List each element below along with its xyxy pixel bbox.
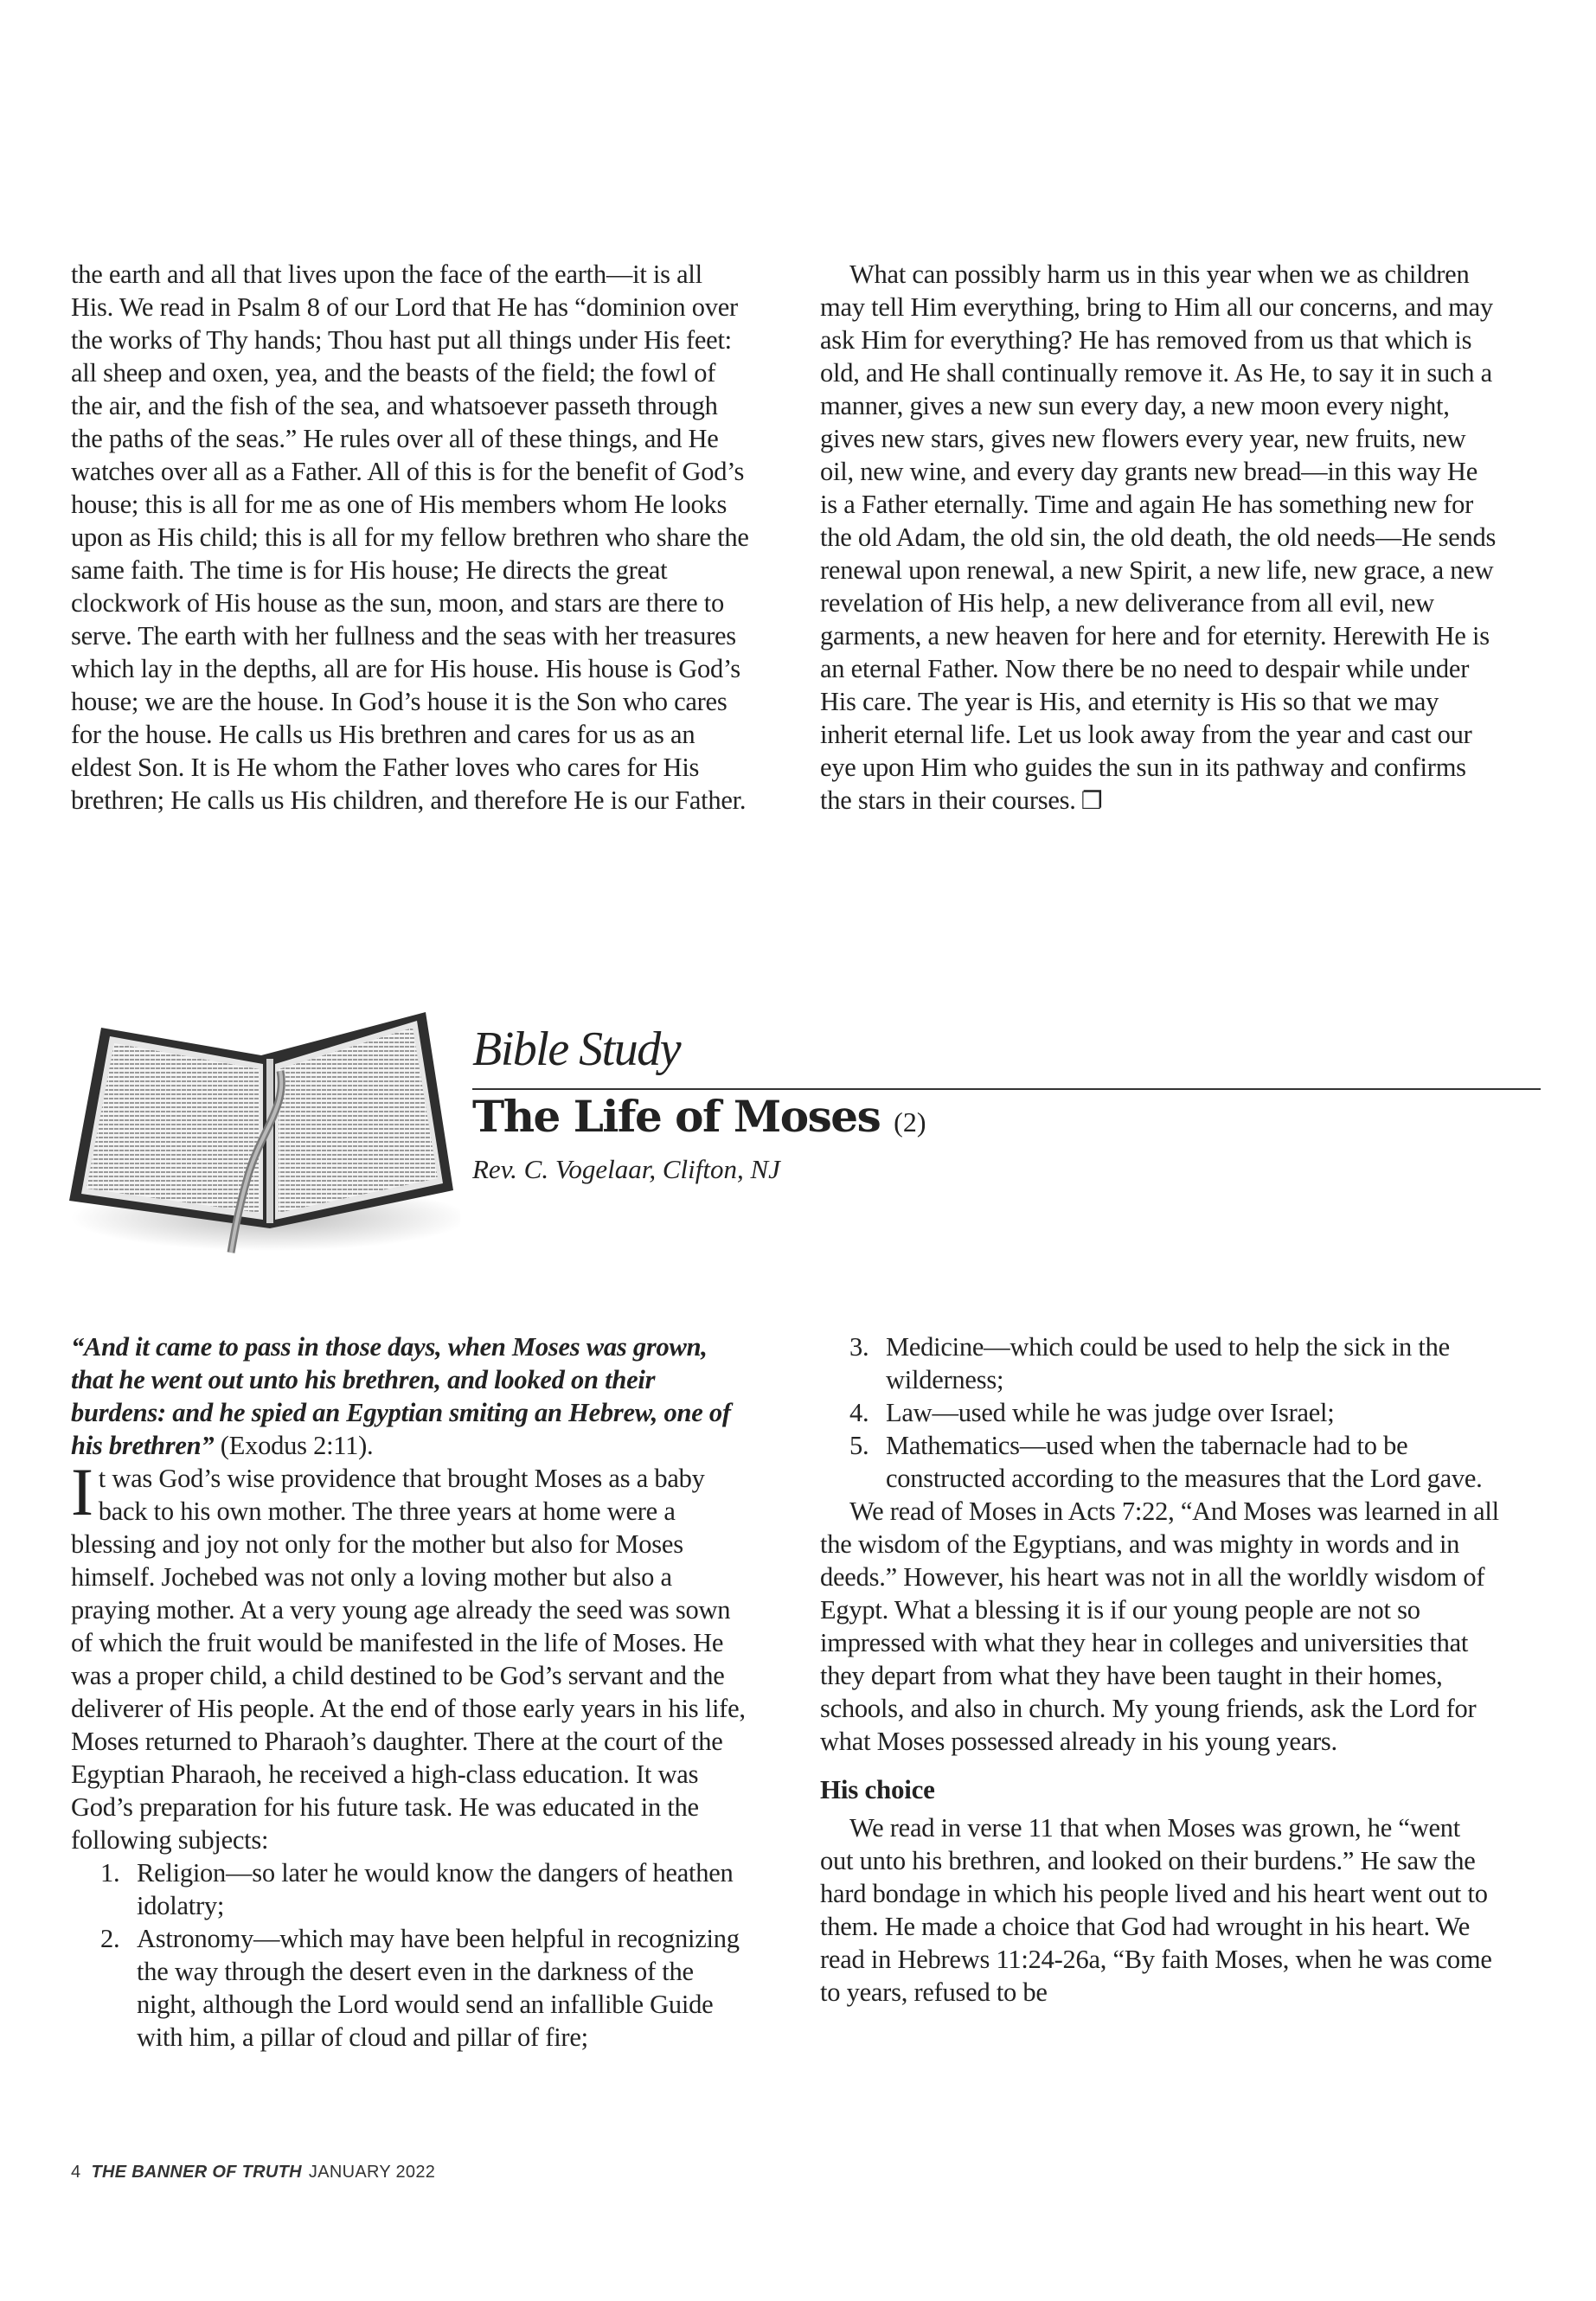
end-of-article-mark: ❐	[1080, 788, 1103, 815]
subjects-list	[71, 1856, 750, 2054]
section-rule	[472, 1088, 1541, 1090]
top-article-left-column	[71, 258, 750, 817]
open-bible-image	[62, 1002, 460, 1261]
article-part-number: (2)	[894, 1106, 926, 1138]
article-title-text: The Life of Moses	[472, 1091, 881, 1142]
top-article-right-paragraph	[820, 258, 1499, 818]
scripture-reference: (Exodus 2:11).	[220, 1431, 374, 1460]
list-item	[820, 1330, 1499, 1396]
bible-study-right-column	[820, 1330, 1499, 2009]
list-item-text: Law—used while he was judge over Israel;	[886, 1398, 1335, 1427]
subjects-list-continued	[820, 1330, 1499, 1495]
list-item-number: 4.	[849, 1398, 869, 1427]
article-title	[472, 1090, 1541, 1149]
page-number: 4	[71, 2163, 81, 2182]
section-title: Bible Study	[472, 1019, 685, 1080]
bible-study-header	[472, 1019, 1541, 1187]
list-item-number: 5.	[849, 1431, 869, 1460]
list-item-text: Mathematics—used when the tabernacle had to be constructed according to the measures that the Lord gave.	[886, 1431, 1483, 1493]
list-item-number: 2.	[100, 1924, 120, 1953]
choice-paragraph: We read in verse 11 that when Moses was grown, he “went out unto his brethren, and looked on their burdens.” He saw the hard bondage in which his people lived and his heart went out to them. He made a choice that God had wrought in his heart. We read in Hebrews 11:24-26a, “By faith Moses, when he was come to years, refused to be	[820, 1813, 1492, 2007]
list-item	[820, 1396, 1499, 1429]
list-item	[71, 1922, 750, 2054]
drop-cap: I	[71, 1454, 93, 1529]
list-item-number: 3.	[849, 1332, 869, 1362]
intro-paragraph	[71, 1454, 750, 1856]
list-item	[71, 1856, 750, 1922]
list-item-text: Astronomy—which may have been helpful in recognizing the way through the desert even in the darkness of the night, although the Lord would send an infallible Guide with him, a pillar of cloud and pillar of fire;	[137, 1924, 740, 2052]
top-article-left-paragraph: the earth and all that lives upon the face of the earth—it is all His. We read in Psalm 8 of our Lord that He has “dominion over the works of Thy hands; Thou hast put all things under His feet: all sheep and oxen, yea, and the beasts of the field; the fowl of the air, and the fish of the sea, and whatsoever passeth through the paths of the seas.” He rules over all of these things, and He watches over all as a Father. All of this is for the benefit of God’s house; this is all for me as one of His members whom He looks upon as His child; this is all for my fellow brethren who share the same faith. The time is for His house; He directs the great clockwork of His house as the sun, moon, and stars are there to serve. The earth with her fullness and the seas with her treasures which lay in the depths, all are for His house. His house is God’s house; we are the house. In God’s house it is the Son who cares for the house. He calls us His brethren and cares for us as an eldest Son. It is He whom the Father loves who cares for His brethren; He calls us His children, and therefore He is our Father.	[71, 260, 749, 815]
article-author: Rev. C. Vogelaar, Clifton, NJ	[472, 1154, 780, 1184]
subsection-heading: His choice	[820, 1774, 935, 1804]
intro-text: t was God’s wise providence that brought Moses as a baby back to his own mother. The three years at home were a blessing and joy not only for the mother but also for Moses himself. Jochebed was not only a loving mother but also a praying mother. At a very young age already the seed was sown of which the fruit would be manifested in the life of Moses. He was a proper child, a child destined to be God’s servant and the deliverer of His people. At the end of those early years in his life, Moses returned to Pharaoh’s daughter. There at the court of the Egyptian Pharaoh, he received a high-class education. It was God’s preparation for his future task. He was educated in the following subjects:	[71, 1464, 746, 1855]
scripture-quote	[71, 1330, 750, 1462]
top-article-right-column	[820, 258, 1499, 818]
bible-study-left-column	[71, 1330, 750, 2054]
scripture-quote-text: “And it came to pass in those days, when Moses was grown, that he went out unto his brethren, and looked on their burdens: and he spied an Egyptian smiting an Hebrew, one of his brethren”	[71, 1332, 731, 1460]
publication-name: THE BANNER OF TRUTH	[91, 2163, 302, 2182]
issue-date: JANUARY 2022	[308, 2163, 436, 2182]
list-item	[820, 1429, 1499, 1495]
list-item-number: 1.	[100, 1858, 120, 1888]
top-article-right-text: What can possibly harm us in this year when we as children may tell Him everything, bring to Him all our concerns, and may ask Him for everything? He has removed from us that which is old, and He shall continually remove it. As He, to say it in such a manner, gives a new sun every day, a new moon every night, gives new stars, gives new flowers every year, new fruits, new oil, new wine, and every day grants new bread—in this way He is a Father eternally. Time and again He has something new for the old Adam, the old sin, the old death, the old needs—He sends renewal upon renewal, a new Spirit, a new life, new grace, a new revelation of His help, a new deliverance from all evil, new garments, a new heaven for here and for eternity. Herewith He is an eternal Father. Now there be no need to despair while under His care. The year is His, and eternity is His so that we may inherit eternal life. Let us look away from the year and cast our eye upon Him who guides the sun in its pathway and confirms the stars in their courses.	[820, 260, 1497, 815]
acts-paragraph: We read of Moses in Acts 7:22, “And Moses was learned in all the wisdom of the Egyptians, and was mighty in words and in deeds.” However, his heart was not in all the worldly wisdom of Egypt. What a blessing it is if our young people are not so impressed with what they hear in colleges and universities that they depart from what they have been taught in their homes, schools, and also in church. My young friends, ask the Lord for what Moses possessed already in his young years.	[820, 1497, 1499, 1756]
page-footer	[71, 2163, 435, 2182]
list-item-text: Religion—so later he would know the dangers of heathen idolatry;	[137, 1858, 734, 1920]
list-item-text: Medicine—which could be used to help the sick in the wilderness;	[886, 1332, 1450, 1394]
